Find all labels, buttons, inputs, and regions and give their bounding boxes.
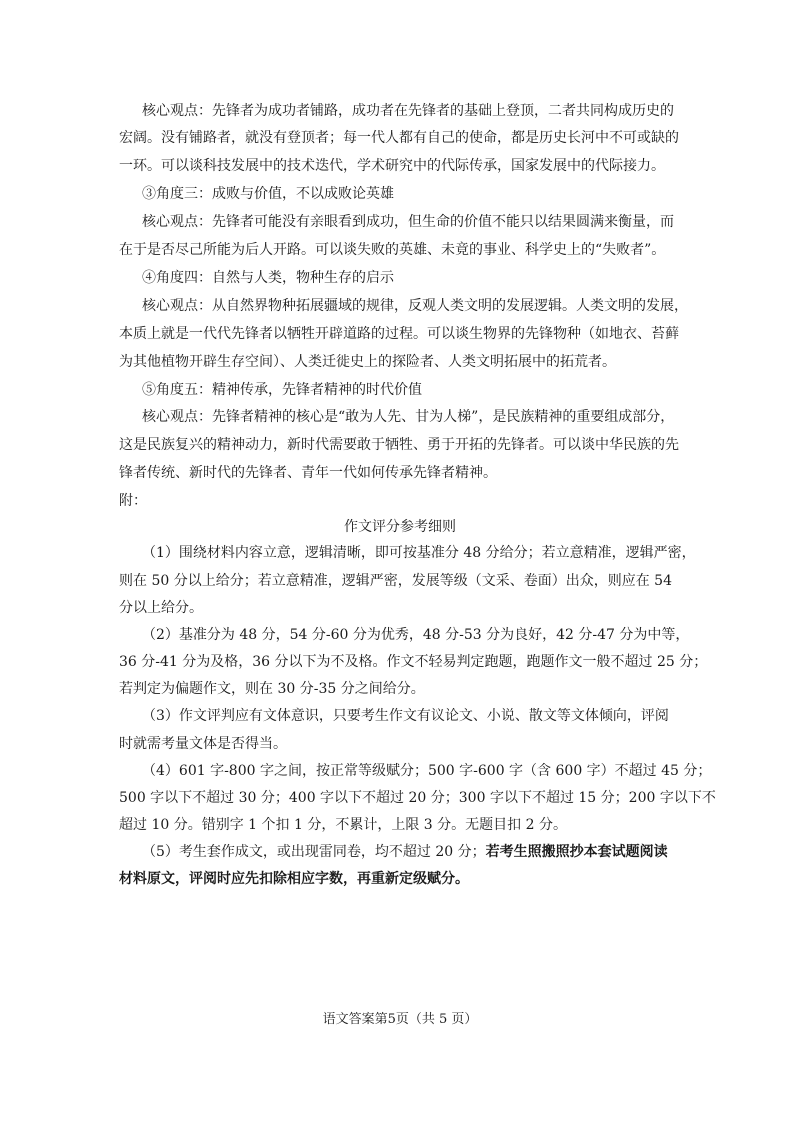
angle-heading: ⑤角度五：精神传承，先锋者精神的时代价值 (142, 382, 422, 398)
rule-line: 若判定为偏题作文，则在 30 分-35 分之间给分。 (119, 681, 425, 697)
rule-line: （3）作文评判应有文体意识，只要考生作文有议论文、小说、散文等文体倾向，评阅 (142, 708, 669, 724)
paragraph-line: 核心观点：从自然界物种拓展疆域的规律，反观人类文明的发展逻辑。人类文明的发展， (142, 298, 688, 314)
rule-line: （2）基准分为 48 分，54 分-60 分为优秀，48 分-53 分为良好，42 分-47 分为中等， (142, 627, 690, 643)
paragraph-line: 一环。可以谈科技发展中的技术迭代，学术研究中的代际传承，国家发展中的代际接力。 (119, 158, 665, 174)
paragraph-line: 为其他植物开辟生存空间）、人类迁徙史上的探险者、人类文明拓展中的拓荒者。 (119, 354, 616, 370)
rule-emphasis: 材料原文，评阅时应先扣除相应字数，再重新定级赋分。 (119, 871, 469, 887)
paragraph-line: 宏阔。没有铺路者，就没有登顶者；每一代人都有自己的使命，都是历史长河中不可或缺的 (119, 130, 679, 146)
rule-line: 500 字以下不超过 30 分；400 字以下不超过 20 分；300 字以下不超过 15 分；200 字以下不 (119, 790, 716, 806)
paragraph-line: 本质上就是一代代先锋者以牺牲开辟道路的过程。可以谈生物界的先锋物种（如地衣、苔藓 (119, 326, 679, 342)
paragraph-line: 核心观点：先锋者为成功者铺路，成功者在先锋者的基础上登顶，二者共同构成历史的 (142, 103, 674, 119)
rule-line: （4）601 字-800 字之间，按正常等级赋分；500 字-600 字（含 600 字）不超过 45 分； (142, 763, 712, 779)
rule-line: 36 分-41 分为及格，36 分以下为不及格。作文不轻易判定跑题，跑题作文一般不超过 25 分； (119, 654, 708, 670)
paragraph-line: 核心观点：先锋者可能没有亲眼看到成功，但生命的价值不能只以结果圆满来衡量，而 (142, 214, 674, 230)
rule-line: 超过 10 分。错别字 1 个扣 1 分，不累计，上限 3 分。无题目扣 2 分。 (119, 817, 567, 833)
rule-line: 则在 50 分以上给分；若立意精准，逻辑严密，发展等级（文采、卷面）出众，则应在 54 (119, 573, 672, 589)
angle-heading: ③角度三：成败与价值，不以成败论英雄 (142, 186, 394, 202)
rule-text: （5）考生套作成文，或出现雷同卷，均不超过 20 分； (142, 844, 486, 860)
appendix-label: 附： (119, 493, 147, 509)
paragraph-line: 核心观点：先锋者精神的核心是“敢为人先、甘为人梯”，是民族精神的重要组成部分， (142, 409, 675, 425)
rule-line (142, 842, 668, 862)
rule-line: 分以上给分。 (119, 600, 203, 616)
page-footer: 语文答案第5页（共 5 页） (322, 1012, 478, 1027)
appendix-title: 作文评分参考细则 (344, 519, 456, 535)
paragraph-line: 这是民族复兴的精神动力，新时代需要敢于牺牲、勇于开拓的先锋者。可以谈中华民族的先 (119, 437, 679, 453)
paragraph-line: 在于是否尽己所能为后人开路。可以谈失败的英雄、未竟的事业、科学史上的“失败者”。 (119, 242, 666, 258)
rule-emphasis: 若考生照搬照抄本套试题阅读 (485, 844, 668, 860)
angle-heading: ④角度四：自然与人类，物种生存的启示 (142, 270, 394, 286)
rule-line: 时就需考量文体是否得当。 (119, 736, 287, 752)
rule-line: （1）围绕材料内容立意，逻辑清晰，即可按基准分 48 分给分；若立意精准，逻辑严密， (142, 545, 696, 561)
paragraph-line: 锋者传统、新时代的先锋者、青年一代如何传承先锋者精神。 (119, 465, 497, 481)
